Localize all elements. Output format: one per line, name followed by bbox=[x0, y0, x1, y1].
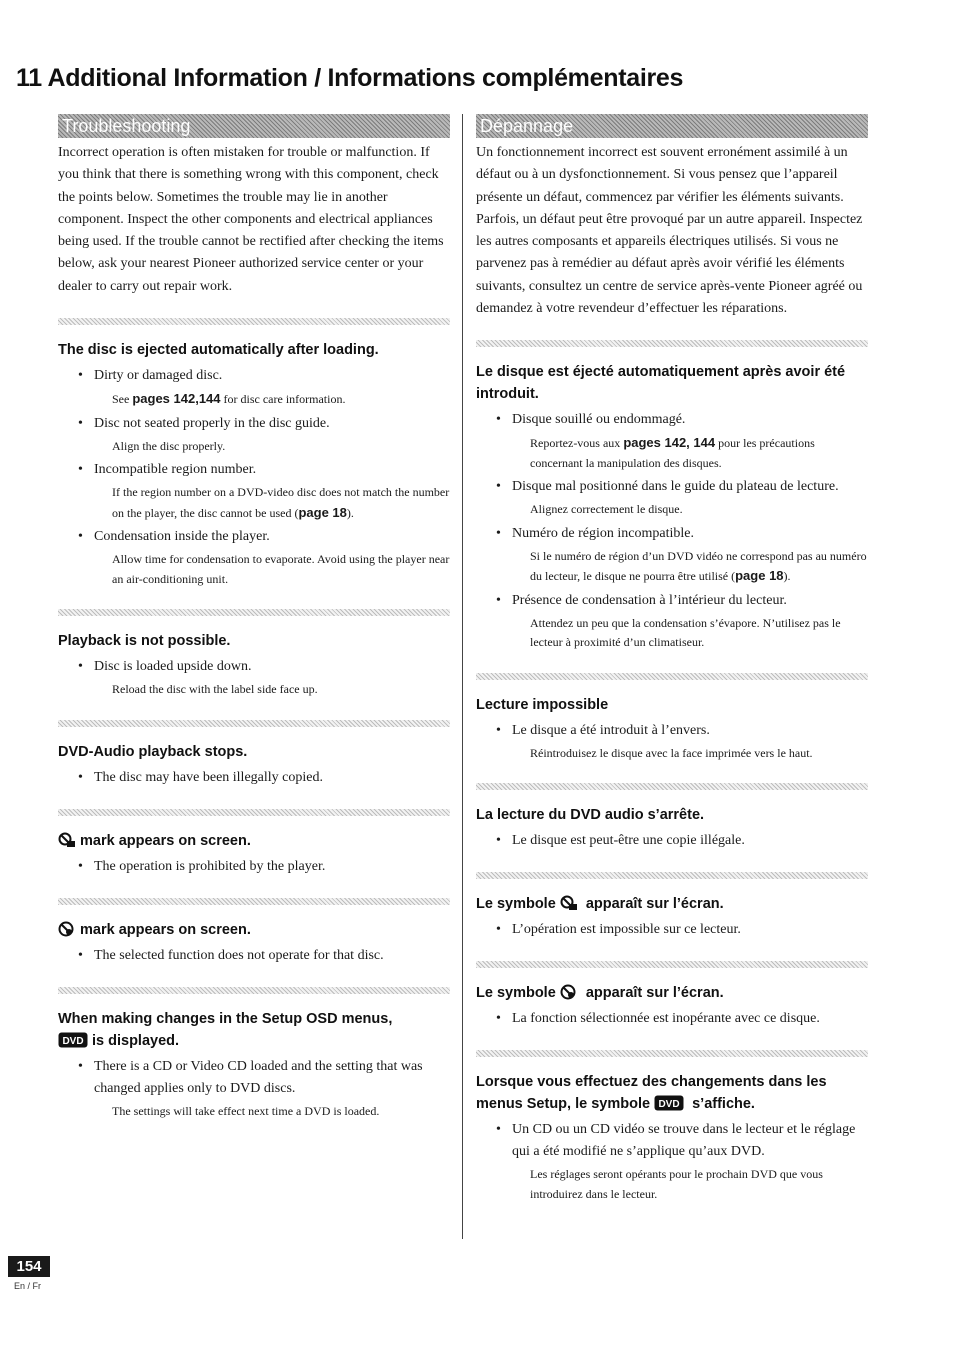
cause-item: • The disc may have been illegally copied. bbox=[58, 767, 450, 789]
remedy-note: See pages 142,144 for disc care information. bbox=[112, 391, 346, 407]
topic-title: Playback is not possible. bbox=[58, 633, 231, 650]
section-heading-depannage: Dépannage bbox=[476, 114, 868, 138]
remedy-note: The settings will take effect next time a DVD is loaded. bbox=[112, 1103, 380, 1118]
cause-item: • La fonction sélectionnée est inopérante avec ce disque. bbox=[476, 1008, 868, 1030]
remedy-note: Réintroduisez le disque avec la face imprimée vers le haut. bbox=[530, 745, 813, 760]
page-title: 11 Additional Information / Informations complémentaires bbox=[16, 64, 684, 92]
cause-item: • Disc not seated properly in the disc guide. bbox=[58, 413, 450, 435]
topic-title: mark appears on screen. bbox=[58, 919, 450, 941]
cause-item: • Disque souillé ou endommagé. bbox=[476, 409, 868, 431]
page-number: 154 bbox=[8, 1256, 50, 1277]
intro-paragraph: Un fonctionnement incorrect est souvent erronément assimilé à un défaut ou à un dysfonctionnement. Si vous pensez que l’appareil présente un défaut, commencez par vérifier les éléments suivants. Parfois, un défaut peut être provoqué par un autre appareil. Inspectez les autres composants et appareils électriques utilisés. Si vous ne parvenez pas à remédier au défaut après avoir vérifié les éléments suivants, consultez un centre de service après-vente Pioneer agréé ou demandez à votre revendeur d’effectuer les réparations. bbox=[476, 145, 863, 317]
remedy-note: Si le numéro de région d’un DVD vidéo ne correspond pas au numéro du lecteur, le disque ne pourra être utilisé (page 18). bbox=[530, 548, 867, 584]
separator bbox=[58, 720, 450, 727]
separator bbox=[476, 673, 868, 680]
prohibited-disc-icon bbox=[560, 984, 578, 1000]
cause-item: • Numéro de région incompatible. bbox=[476, 523, 868, 545]
cause-item: • Condensation inside the player. bbox=[58, 526, 450, 548]
column-divider bbox=[462, 114, 463, 1239]
svg-text:DVD: DVD bbox=[658, 1099, 680, 1111]
topic-title: DVD-Audio playback stops. bbox=[58, 743, 248, 760]
cause-item: • Le disque est peut-être une copie illégale. bbox=[476, 830, 868, 852]
cause-item: • Présence de condensation à l’intérieur du lecteur. bbox=[476, 590, 868, 612]
remedy-note: Attendez un peu que la condensation s’évapore. N’utilisez pas le lecteur à proximité d’un climatiseur. bbox=[530, 615, 841, 650]
language-tag: En / Fr bbox=[14, 1281, 42, 1291]
separator bbox=[58, 898, 450, 905]
topic-title: Le symbole apparaît sur l’écran. bbox=[476, 896, 724, 913]
prohibited-hand-icon bbox=[560, 895, 578, 911]
cause-item: • Disc is loaded upside down. bbox=[58, 656, 450, 678]
separator bbox=[476, 1050, 868, 1057]
topic-title: Lecture impossible bbox=[476, 696, 609, 713]
remedy-note: Allow time for condensation to evaporate. Avoid using the player near an air-conditioning unit. bbox=[112, 552, 450, 586]
topic-title: When making changes in the Setup OSD menus, DVD is displayed. bbox=[58, 1010, 393, 1049]
cause-item: • The operation is prohibited by the player. bbox=[58, 856, 450, 878]
cause-item: • The selected function does not operate for that disc. bbox=[58, 945, 450, 967]
cause-item: • Dirty or damaged disc. bbox=[58, 365, 450, 387]
remedy-note: Reportez-vous aux pages 142, 144 pour les précautions concernant la manipulation des disques. bbox=[530, 435, 815, 470]
remedy-note: Alignez correctement le disque. bbox=[530, 502, 683, 517]
topic-title: mark appears on screen. bbox=[58, 830, 450, 852]
remedy-note: Reload the disc with the label side face up. bbox=[112, 682, 318, 697]
separator bbox=[58, 809, 450, 816]
separator bbox=[476, 783, 868, 790]
separator bbox=[58, 609, 450, 616]
separator bbox=[476, 340, 868, 347]
remedy-note: Align the disc properly. bbox=[112, 438, 226, 453]
prohibited-hand-icon bbox=[58, 832, 76, 848]
cause-item: • Incompatible region number. bbox=[58, 459, 450, 481]
separator bbox=[476, 872, 868, 879]
section-heading-troubleshooting: Troubleshooting bbox=[58, 114, 450, 138]
topic-title: Le disque est éjecté automatiquement après avoir été introduit. bbox=[476, 364, 846, 403]
prohibited-disc-icon bbox=[58, 921, 76, 937]
topic-title: Lorsque vous effectuez des changements dans les menus Setup, le symbole DVD s’affiche. bbox=[476, 1074, 827, 1113]
remedy-note: If the region number on a DVD-video disc does not match the number on the player, the disc cannot be used (page 18). bbox=[112, 485, 450, 520]
separator bbox=[58, 987, 450, 994]
cause-item: • L’opération est impossible sur ce lecteur. bbox=[476, 919, 868, 941]
separator bbox=[476, 961, 868, 968]
dvd-logo-icon bbox=[654, 1095, 684, 1111]
separator bbox=[58, 318, 450, 325]
topic-title: Le symbole apparaît sur l’écran. bbox=[476, 985, 724, 1002]
cause-item: • Disque mal positionné dans le guide du plateau de lecture. bbox=[476, 476, 868, 498]
cause-item: • There is a CD or Video CD loaded and the setting that was changed applies only to DVD discs. bbox=[58, 1056, 450, 1100]
intro-paragraph: Incorrect operation is often mistaken for trouble or malfunction. If you think that there is something wrong with this component, check the points below. Sometimes the trouble may lie in another component. Inspect the other components and electrical appliances being used. If the trouble cannot be rectified after checking the items below, ask your nearest Pioneer authorized service center or your dealer to carry out repair work. bbox=[58, 145, 444, 294]
remedy-note: Les réglages seront opérants pour le prochain DVD que vous introduirez dans le lecteur. bbox=[530, 1167, 823, 1201]
dvd-logo-icon bbox=[58, 1032, 88, 1048]
cause-item: • Un CD ou un CD vidéo se trouve dans le lecteur et le réglage qui a été modifié ne s’applique qu’aux DVD. bbox=[476, 1119, 868, 1163]
topic-title: The disc is ejected automatically after loading. bbox=[58, 342, 379, 359]
svg-text:DVD: DVD bbox=[62, 1035, 84, 1047]
cause-item: • Le disque a été introduit à l’envers. bbox=[476, 720, 868, 742]
depannage-column-fr bbox=[476, 114, 868, 1207]
troubleshooting-column-en bbox=[58, 114, 450, 1124]
topic-title: La lecture du DVD audio s’arrête. bbox=[476, 807, 705, 824]
